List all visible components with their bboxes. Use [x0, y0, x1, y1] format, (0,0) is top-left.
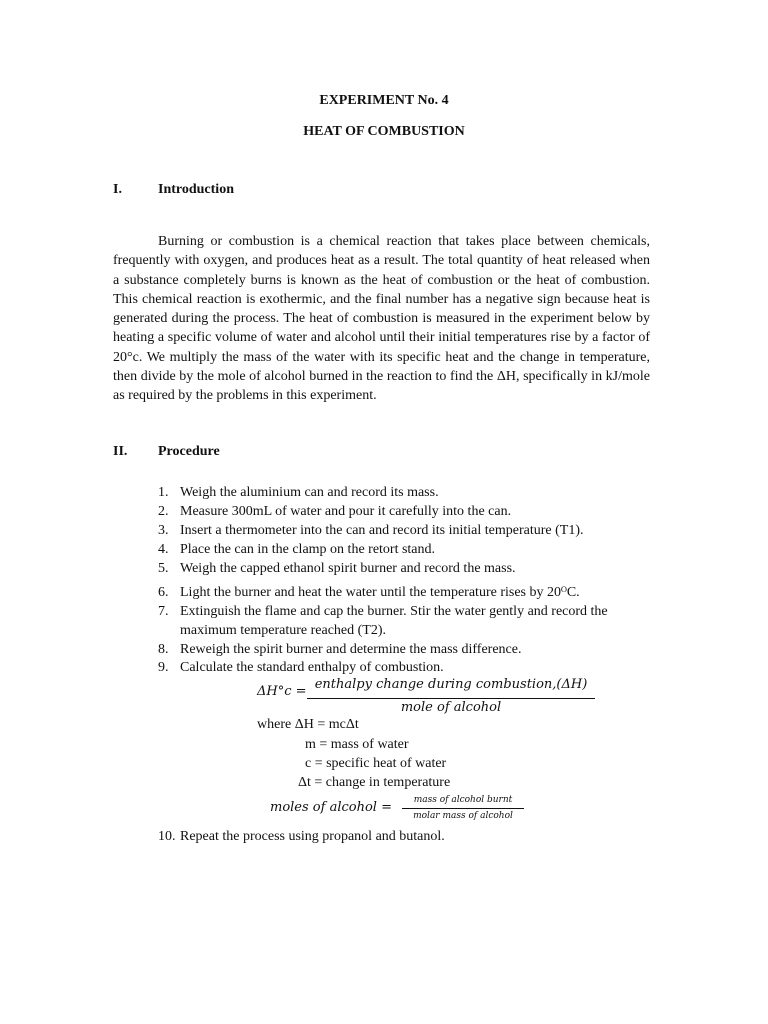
step-text: Insert a thermometer into the can and record its initial temperature (T1).: [180, 523, 584, 538]
step-number: 9.: [158, 660, 169, 675]
moles-formula-denominator: molar mass of alcohol: [413, 811, 513, 821]
step-number: 7.: [158, 604, 169, 619]
experiment-number: EXPERIMENT No. 4: [319, 93, 449, 108]
moles-formula-numerator: mass of alcohol burnt: [413, 795, 513, 805]
step-number: 10.: [158, 829, 176, 844]
fraction-bar: [402, 808, 524, 809]
step-text: Measure 300mL of water and pour it carefully into the can.: [180, 504, 512, 519]
section-title-introduction: Introduction: [158, 182, 234, 197]
step-number: 4.: [158, 542, 169, 557]
step-text: Reweigh the spirit burner and determine the mass difference.: [180, 642, 522, 657]
section-number-introduction: I.: [113, 182, 122, 197]
experiment-title: HEAT OF COMBUSTION: [303, 124, 465, 139]
step-text: Repeat the process using propanol and butanol.: [180, 829, 445, 844]
where-delta-t: Δt = change in temperature: [298, 775, 451, 790]
step-number: 2.: [158, 504, 169, 519]
section-number-procedure: II.: [113, 444, 128, 459]
enthalpy-formula-numerator: enthalpy change during combustion,(ΔH): [314, 677, 588, 692]
step-text: Calculate the standard enthalpy of combustion.: [180, 660, 444, 675]
step-number: 8.: [158, 642, 169, 657]
step-text: Weigh the capped ethanol spirit burner and record the mass.: [180, 561, 516, 576]
where-delta-h: where ΔH = mcΔt: [257, 717, 359, 732]
moles-formula-lhs: moles of alcohol =: [270, 800, 392, 815]
where-mass: m = mass of water: [305, 737, 409, 752]
introduction-paragraph: Burning or combustion is a chemical reaction that takes place between chemicals, frequently with oxygen, and produces heat as a result. The total quantity of heat released when a substance completely burns is known as the heat of combustion or the heat of combustion. This chemical reaction is exothermic, and the final number has a negative sign because heat is generated during the process. The heat of combustion is measured in the experiment below by heating a specific volume of water and alcohol until their initial temperatures rise by a factor of 20°c. We multiply the mass of the water with its specific heat and the change in temperature, then divide by the mole of alcohol burned in the reaction to find the ΔH, specifically in kJ/mole as required by the problems in this experiment.: [113, 234, 650, 404]
step-number: 1.: [158, 485, 169, 500]
step-text: Weigh the aluminium can and record its mass.: [180, 485, 439, 500]
enthalpy-formula-lhs: ΔH°c =: [257, 684, 307, 699]
step-number: 3.: [158, 523, 169, 538]
fraction-bar: [307, 698, 595, 699]
where-specific-heat: c = specific heat of water: [305, 756, 447, 771]
section-title-procedure: Procedure: [158, 444, 220, 459]
step-number: 5.: [158, 561, 169, 576]
step-number: 6.: [158, 585, 169, 600]
step-text: Extinguish the flame and cap the burner. Stir the water gently and record the maximum temperature reached (T2).: [180, 604, 608, 638]
step-text: Light the burner and heat the water until the temperature rises by 20ᴼC.: [180, 585, 580, 600]
step-text: Place the can in the clamp on the retort stand.: [180, 542, 436, 557]
enthalpy-formula-denominator: mole of alcohol: [400, 700, 502, 715]
